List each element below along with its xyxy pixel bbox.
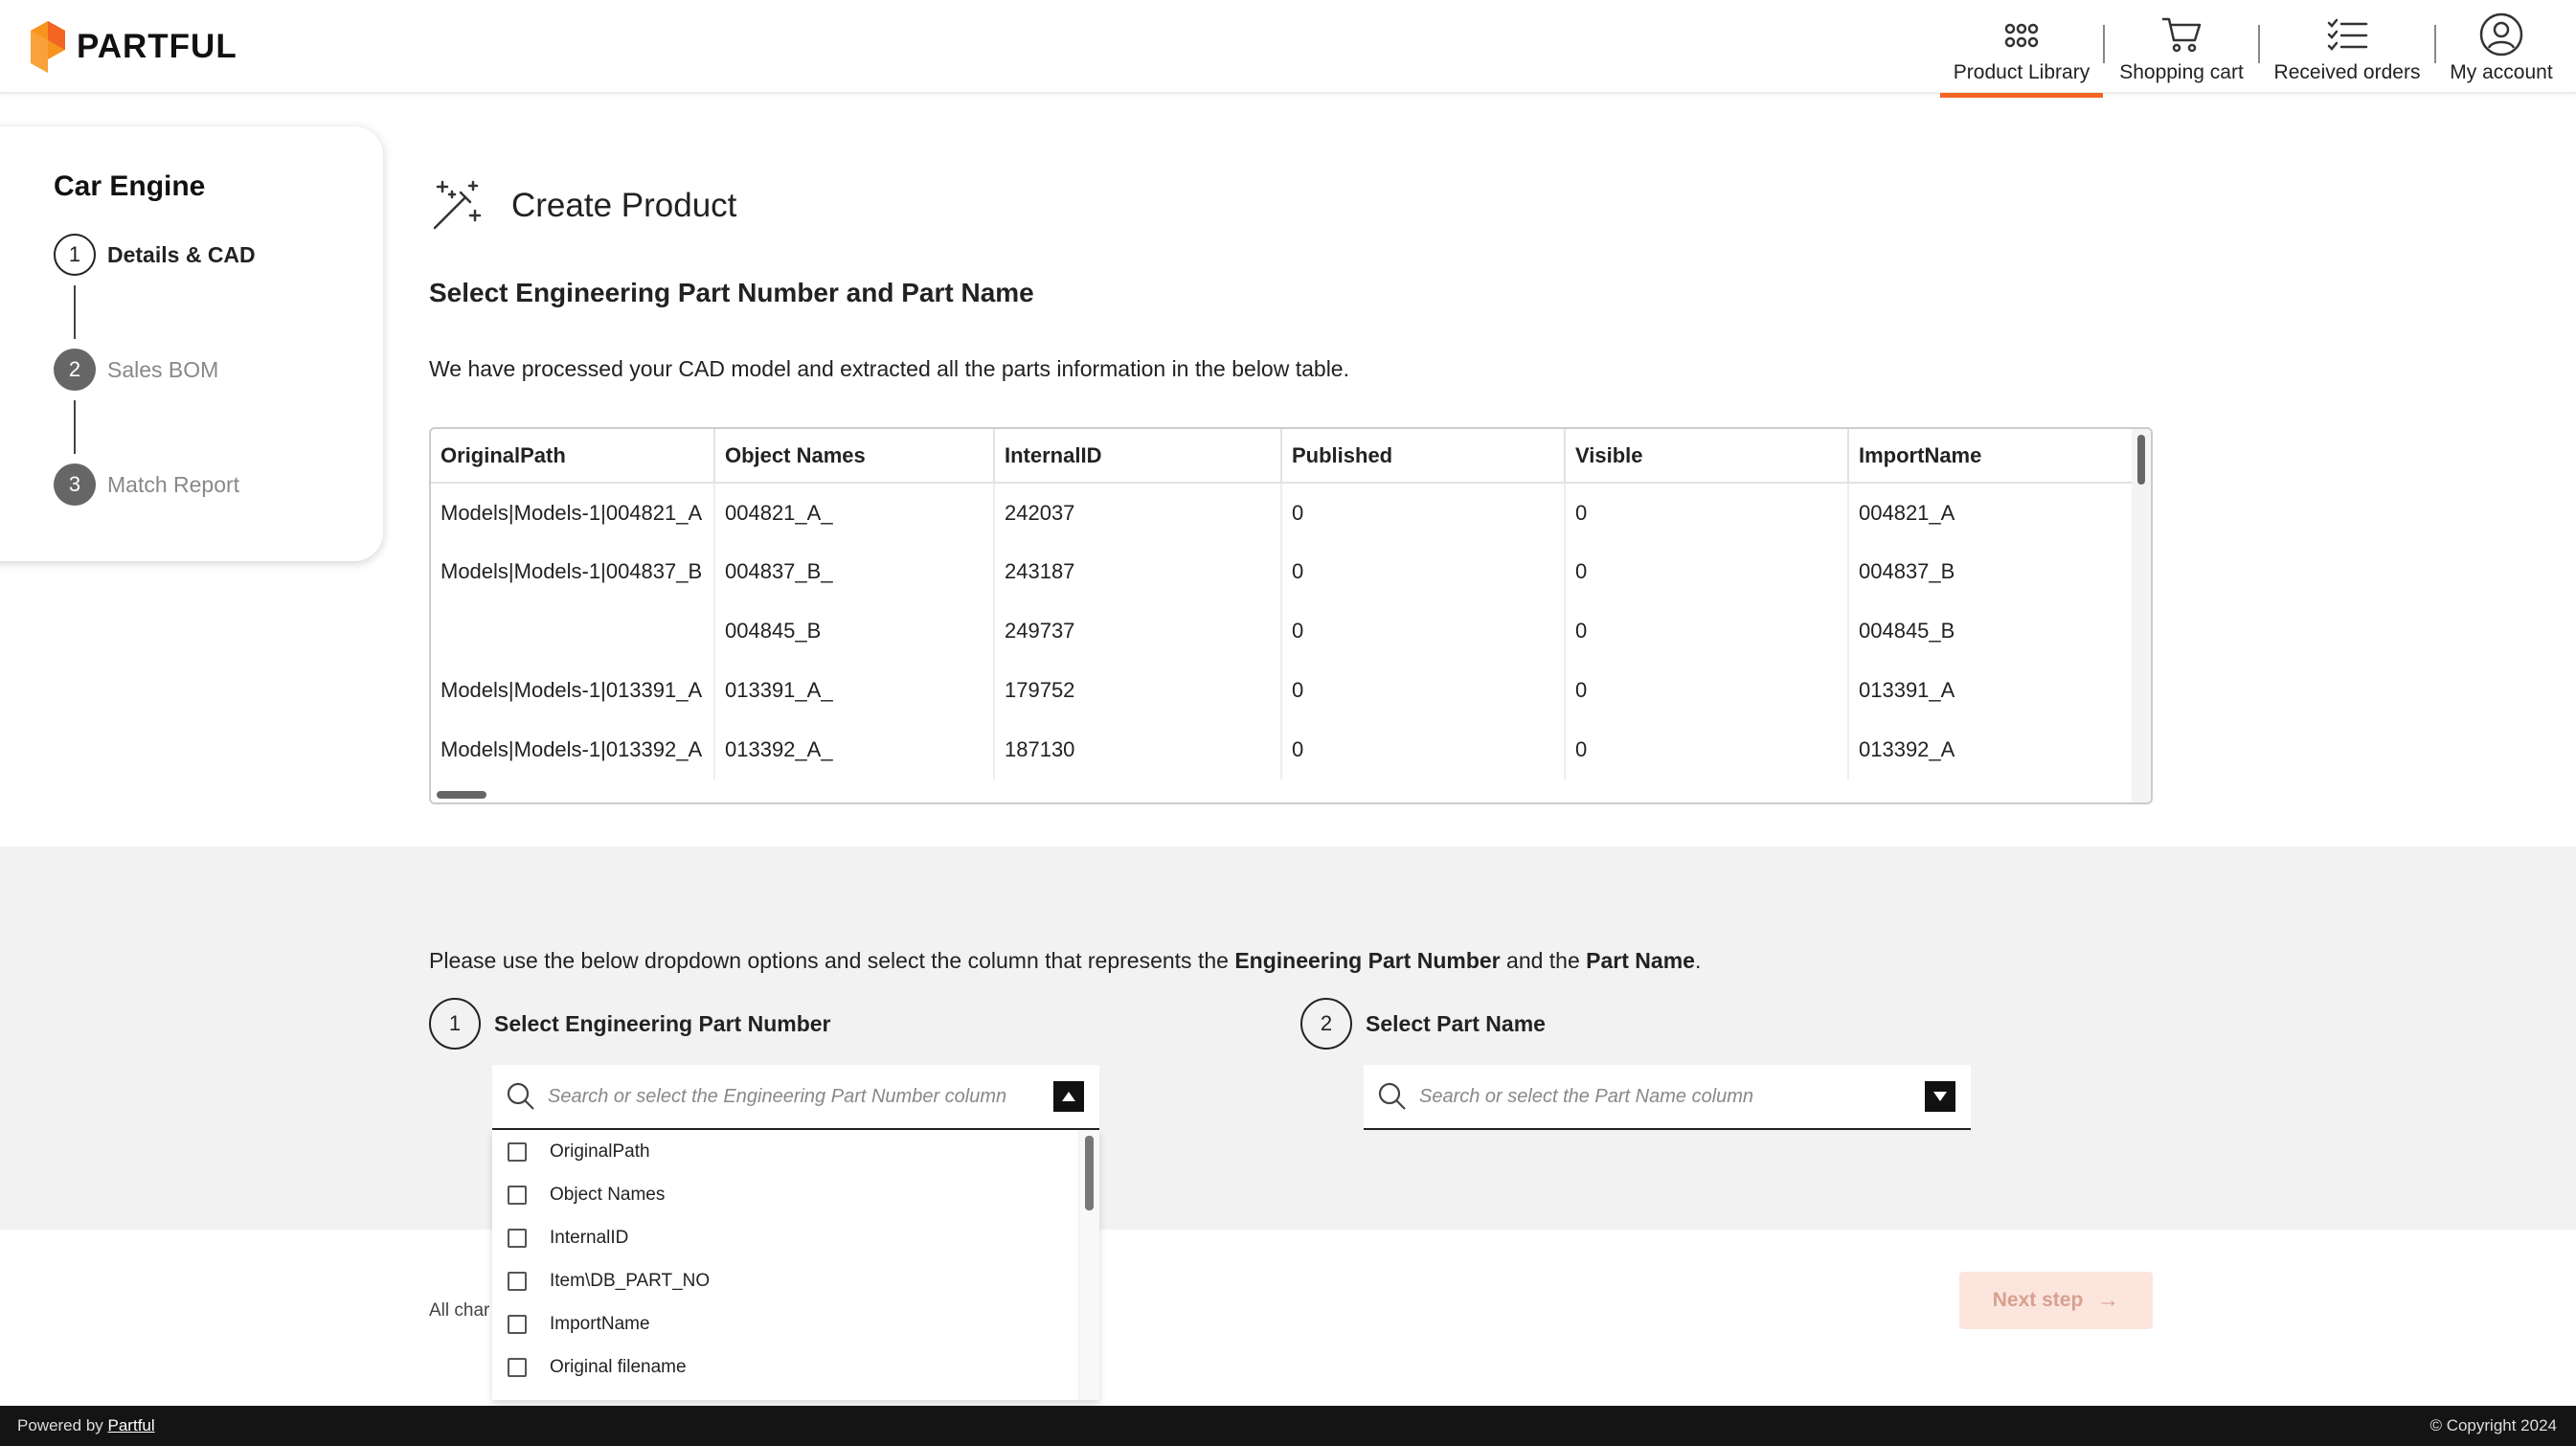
parts-table-container[interactable] xyxy=(429,427,2153,804)
table-cell: 004845_B xyxy=(1848,601,2135,661)
step-number: 2 xyxy=(54,349,96,391)
table-cell: 187130 xyxy=(994,720,1281,779)
epn-option[interactable] xyxy=(492,1345,1099,1389)
epn-dropdown[interactable] xyxy=(492,1065,1099,1130)
step-label: Details & CAD xyxy=(107,241,256,267)
copyright: © Copyright 2024 xyxy=(2429,1416,2557,1435)
table-cell: Models|Models-1|004837_B xyxy=(431,542,714,601)
pn-dropdown[interactable] xyxy=(1364,1065,1971,1130)
option-label: Original filename xyxy=(550,1356,687,1377)
option-label: InternalID xyxy=(550,1227,629,1248)
column-header[interactable]: Visible xyxy=(1565,429,1848,483)
table-horizontal-scrollbar[interactable] xyxy=(437,791,486,799)
option-label: Item\DB_PART_NO xyxy=(550,1270,711,1291)
nav-received-orders-label: Received orders xyxy=(2273,61,2421,83)
table-cell: 013391_A xyxy=(1848,661,2135,720)
section-title: Select Engineering Part Number and Part Name xyxy=(429,278,1034,307)
option-checkbox[interactable] xyxy=(508,1358,527,1377)
epn-option[interactable] xyxy=(492,1130,1099,1173)
option-checkbox[interactable] xyxy=(508,1315,527,1334)
app-header xyxy=(0,0,2576,94)
brand-name: PARTFUL xyxy=(77,28,237,65)
nav-product-library-label: Product Library xyxy=(1953,61,2090,83)
table-cell: 004845_B xyxy=(714,601,994,661)
option-label: OriginalPath xyxy=(550,1141,650,1162)
magic-wand-icon xyxy=(429,178,485,234)
table-cell: 0 xyxy=(1565,542,1848,601)
nav-shopping-cart[interactable] xyxy=(2105,0,2258,94)
table-cell: 0 xyxy=(1565,601,1848,661)
table-cell: 243187 xyxy=(994,542,1281,601)
powered-by-text: Powered by xyxy=(17,1416,103,1435)
table-cell: 004821_A xyxy=(1848,483,2135,542)
table-cell: 0 xyxy=(1281,601,1565,661)
pn-heading xyxy=(1300,998,1546,1050)
epn-option[interactable] xyxy=(492,1216,1099,1259)
column-selection-section xyxy=(0,847,2576,1230)
table-cell: 0 xyxy=(1281,720,1565,779)
step-label: Sales BOM xyxy=(107,356,219,382)
option-label: ImportName xyxy=(550,1313,650,1334)
instruction-bold-pn: Part Name xyxy=(1586,948,1695,973)
epn-label: Select Engineering Part Number xyxy=(494,1010,831,1036)
create-product-header xyxy=(429,178,736,234)
cart-icon xyxy=(2158,11,2204,57)
table-cell: 0 xyxy=(1281,483,1565,542)
table-cell: 013392_A_ xyxy=(714,720,994,779)
table-cell: 013392_A xyxy=(1848,720,2135,779)
step-sales-bom[interactable] xyxy=(54,349,218,391)
pn-step-number: 2 xyxy=(1300,998,1352,1050)
table-cell: 004821_A_ xyxy=(714,483,994,542)
search-icon xyxy=(506,1081,536,1112)
next-step-button[interactable] xyxy=(1959,1272,2153,1329)
steps-panel xyxy=(0,126,383,561)
option-checkbox[interactable] xyxy=(508,1229,527,1248)
table-row xyxy=(431,483,2135,542)
step-details-cad[interactable] xyxy=(54,234,256,276)
table-cell: 0 xyxy=(1565,483,1848,542)
top-nav xyxy=(1940,0,2566,94)
table-row xyxy=(431,542,2135,601)
epn-heading xyxy=(429,998,830,1050)
option-checkbox[interactable] xyxy=(508,1186,527,1205)
table-row xyxy=(431,720,2135,779)
nav-shopping-cart-label: Shopping cart xyxy=(2119,61,2244,83)
instruction-text: and the xyxy=(1500,948,1587,973)
table-cell: 0 xyxy=(1565,720,1848,779)
epn-options-list xyxy=(492,1130,1099,1400)
instruction-text: Please use the below dropdown options and select the column that represents the xyxy=(429,948,1235,973)
table-cell: 004837_B xyxy=(1848,542,2135,601)
column-header[interactable]: Object Names xyxy=(714,429,994,483)
partful-link[interactable]: Partful xyxy=(107,1416,155,1435)
table-cell: Models|Models-1|013391_A xyxy=(431,661,714,720)
nav-my-account[interactable] xyxy=(2436,0,2566,94)
pn-search-input[interactable]: Search or select the Part Name column xyxy=(1419,1085,1754,1107)
nav-product-library[interactable] xyxy=(1940,0,2103,94)
arrow-right-icon: → xyxy=(2096,1287,2120,1313)
grid-icon xyxy=(1999,11,2045,57)
instruction-bold-epn: Engineering Part Number xyxy=(1234,948,1501,973)
table-cell: Models|Models-1|004821_A xyxy=(431,483,714,542)
step-number: 3 xyxy=(54,463,96,506)
table-header-row xyxy=(431,429,2135,483)
step-match-report[interactable] xyxy=(54,463,239,506)
page-title: Create Product xyxy=(511,187,737,224)
epn-search-input[interactable]: Search or select the Engineering Part Number column xyxy=(548,1085,1007,1107)
table-cell: Models|Models-1|013392_A xyxy=(431,720,714,779)
table-vertical-scrollbar[interactable] xyxy=(2137,435,2145,485)
table-cell xyxy=(431,601,714,661)
table-cell: 242037 xyxy=(994,483,1281,542)
table-cell: 013391_A_ xyxy=(714,661,994,720)
footer xyxy=(0,1406,2576,1446)
nav-my-account-label: My account xyxy=(2450,61,2553,83)
section-description: We have processed your CAD model and extracted all the parts information in the below table. xyxy=(429,356,1349,381)
search-icon xyxy=(1377,1081,1408,1112)
step-label: Match Report xyxy=(107,471,240,497)
checklist-icon xyxy=(2324,11,2370,57)
option-checkbox[interactable] xyxy=(508,1142,527,1162)
column-header[interactable]: OriginalPath xyxy=(431,429,714,483)
chevron-down-icon[interactable] xyxy=(1925,1081,1955,1112)
options-scrollbar[interactable] xyxy=(1085,1136,1094,1210)
step-connector xyxy=(74,400,76,454)
parts-table xyxy=(431,429,2136,779)
table-cell: 0 xyxy=(1565,661,1848,720)
column-header[interactable]: InternalID xyxy=(994,429,1281,483)
table-cell: 004837_B_ xyxy=(714,542,994,601)
powered-by xyxy=(17,1416,155,1435)
table-row xyxy=(431,661,2135,720)
table-cell: 0 xyxy=(1281,542,1565,601)
column-header[interactable]: ImportName xyxy=(1848,429,2135,483)
table-vertical-scrollbar-track[interactable] xyxy=(2132,429,2151,804)
table-cell: 0 xyxy=(1281,661,1565,720)
table-cell: 249737 xyxy=(994,601,1281,661)
pn-label: Select Part Name xyxy=(1366,1010,1546,1036)
epn-option[interactable] xyxy=(492,1302,1099,1345)
option-checkbox[interactable] xyxy=(508,1272,527,1291)
column-header[interactable]: Published xyxy=(1281,429,1565,483)
table-cell: 179752 xyxy=(994,661,1281,720)
user-icon xyxy=(2478,11,2524,57)
all-changes-note: All char xyxy=(429,1300,490,1321)
epn-option[interactable] xyxy=(492,1173,1099,1216)
epn-step-number: 1 xyxy=(429,998,481,1050)
instruction-text: . xyxy=(1694,948,1702,973)
step-number: 1 xyxy=(54,234,96,276)
epn-option[interactable] xyxy=(492,1259,1099,1302)
option-label: Object Names xyxy=(550,1184,666,1205)
partful-logo-icon xyxy=(31,21,65,73)
next-step-label: Next step xyxy=(1992,1289,2084,1311)
table-row xyxy=(431,601,2135,661)
brand-logo[interactable] xyxy=(31,21,237,73)
step-connector xyxy=(74,285,76,339)
selection-instruction xyxy=(429,948,1701,974)
chevron-up-icon[interactable] xyxy=(1053,1081,1084,1112)
nav-received-orders[interactable] xyxy=(2260,0,2434,94)
product-name: Car Engine xyxy=(54,170,206,202)
